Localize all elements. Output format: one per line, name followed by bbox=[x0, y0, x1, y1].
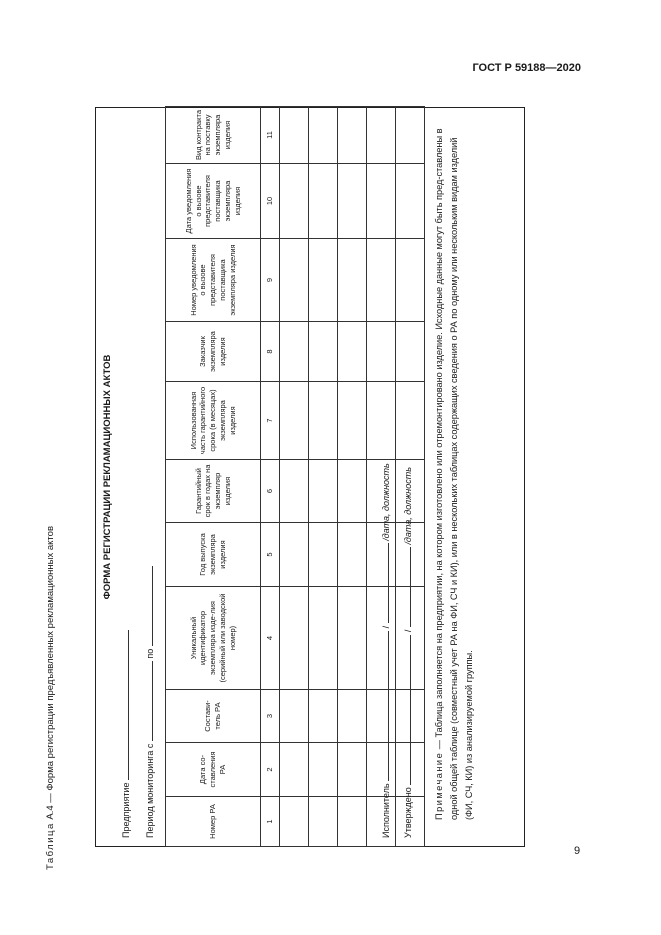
form-title: ФОРМА РЕГИСТРАЦИИ РЕКЛАМАЦИОННЫХ АКТОВ bbox=[102, 354, 113, 600]
column-number: 2 bbox=[261, 743, 280, 797]
header-cell: Год выпуска экземпляра изделия bbox=[166, 523, 261, 587]
approved-name-blank[interactable] bbox=[402, 635, 411, 785]
rotated-page-content bbox=[40, 70, 600, 870]
approved-slash: / bbox=[403, 629, 413, 633]
header-cell: Дата уведомления о вызове представителя поставщика экземпляра изделия bbox=[166, 164, 261, 239]
header-cell: Использованная часть гарантийного срока (в месяцах) экземпляра изделия bbox=[166, 382, 261, 460]
column-number: 8 bbox=[261, 322, 280, 382]
column-number: 7 bbox=[261, 382, 280, 460]
document-code: ГОСТ Р 59188—2020 bbox=[472, 62, 581, 74]
enterprise-field bbox=[120, 630, 131, 838]
header-cell: Номер РА bbox=[166, 797, 261, 847]
table-row bbox=[280, 107, 309, 847]
enterprise-blank[interactable] bbox=[120, 630, 129, 780]
header-cell: Вид контракта на поставку экземпляра изделия bbox=[166, 107, 261, 164]
approved-label: Утверждено bbox=[403, 787, 413, 838]
header-cell: Номер уведомления о вызове представителя поставщика экземпляра изделия bbox=[166, 239, 261, 322]
executor-suffix: /дата, должность bbox=[381, 463, 391, 541]
column-number: 5 bbox=[261, 523, 280, 587]
executor-name-blank[interactable] bbox=[380, 631, 389, 781]
column-number: 11 bbox=[261, 107, 280, 164]
approved-date-blank[interactable] bbox=[402, 547, 411, 627]
header-cell: Уникальный идентификатор экземпляра изде-лия (серийный или заводской номер) bbox=[166, 587, 261, 690]
executor-label: Исполнитель bbox=[381, 783, 391, 838]
table-row bbox=[338, 107, 367, 847]
period-to-blank[interactable] bbox=[144, 566, 153, 646]
column-number: 1 bbox=[261, 797, 280, 847]
enterprise-label: Предприятие bbox=[121, 782, 131, 838]
period-field bbox=[144, 566, 155, 838]
period-label: Период мониторинга с bbox=[145, 743, 155, 838]
executor-slash: / bbox=[381, 625, 391, 629]
table-caption bbox=[45, 526, 56, 870]
column-number: 10 bbox=[261, 164, 280, 239]
period-to-label: по bbox=[145, 648, 155, 659]
executor-signature bbox=[380, 463, 391, 838]
column-number: 4 bbox=[261, 587, 280, 690]
period-from-blank[interactable] bbox=[144, 661, 153, 741]
caption-text: А.4 — Форма регистрации предъявленных рекламационных актов bbox=[45, 526, 56, 820]
column-number-row bbox=[261, 107, 280, 847]
header-cell: Дата со-ставления РА bbox=[166, 743, 261, 797]
page-number: 9 bbox=[574, 845, 581, 857]
column-number: 9 bbox=[261, 239, 280, 322]
note-label: Примечание bbox=[434, 751, 444, 820]
table-row bbox=[309, 107, 338, 847]
header-row bbox=[166, 107, 261, 847]
table-note bbox=[432, 120, 477, 820]
note-text: — Таблица заполняется на предприятии, на котором изготовлено или отремонтировано изделие. Исходные данные могут быть пред-ставлены в одной общей таблице (совместный учет РА на ФИ, СЧ и КИ), или в нескольких таблицах содержащих сведения о РА по одному или нескольким видам изделий (ФИ, СЧ, КИ) из анализируемой группы. bbox=[434, 128, 474, 820]
executor-date-blank[interactable] bbox=[380, 543, 389, 623]
header-cell: Состави-тель РА bbox=[166, 690, 261, 743]
column-number: 6 bbox=[261, 460, 280, 523]
column-number: 3 bbox=[261, 690, 280, 743]
caption-label: Таблица bbox=[45, 822, 56, 870]
header-cell: Гарантийный срок в годах на экземпляр изделия bbox=[166, 460, 261, 523]
approved-signature bbox=[402, 467, 413, 838]
approved-suffix: /дата, должность bbox=[403, 467, 413, 545]
header-cell: Заказчик экземпляра изделия bbox=[166, 322, 261, 382]
